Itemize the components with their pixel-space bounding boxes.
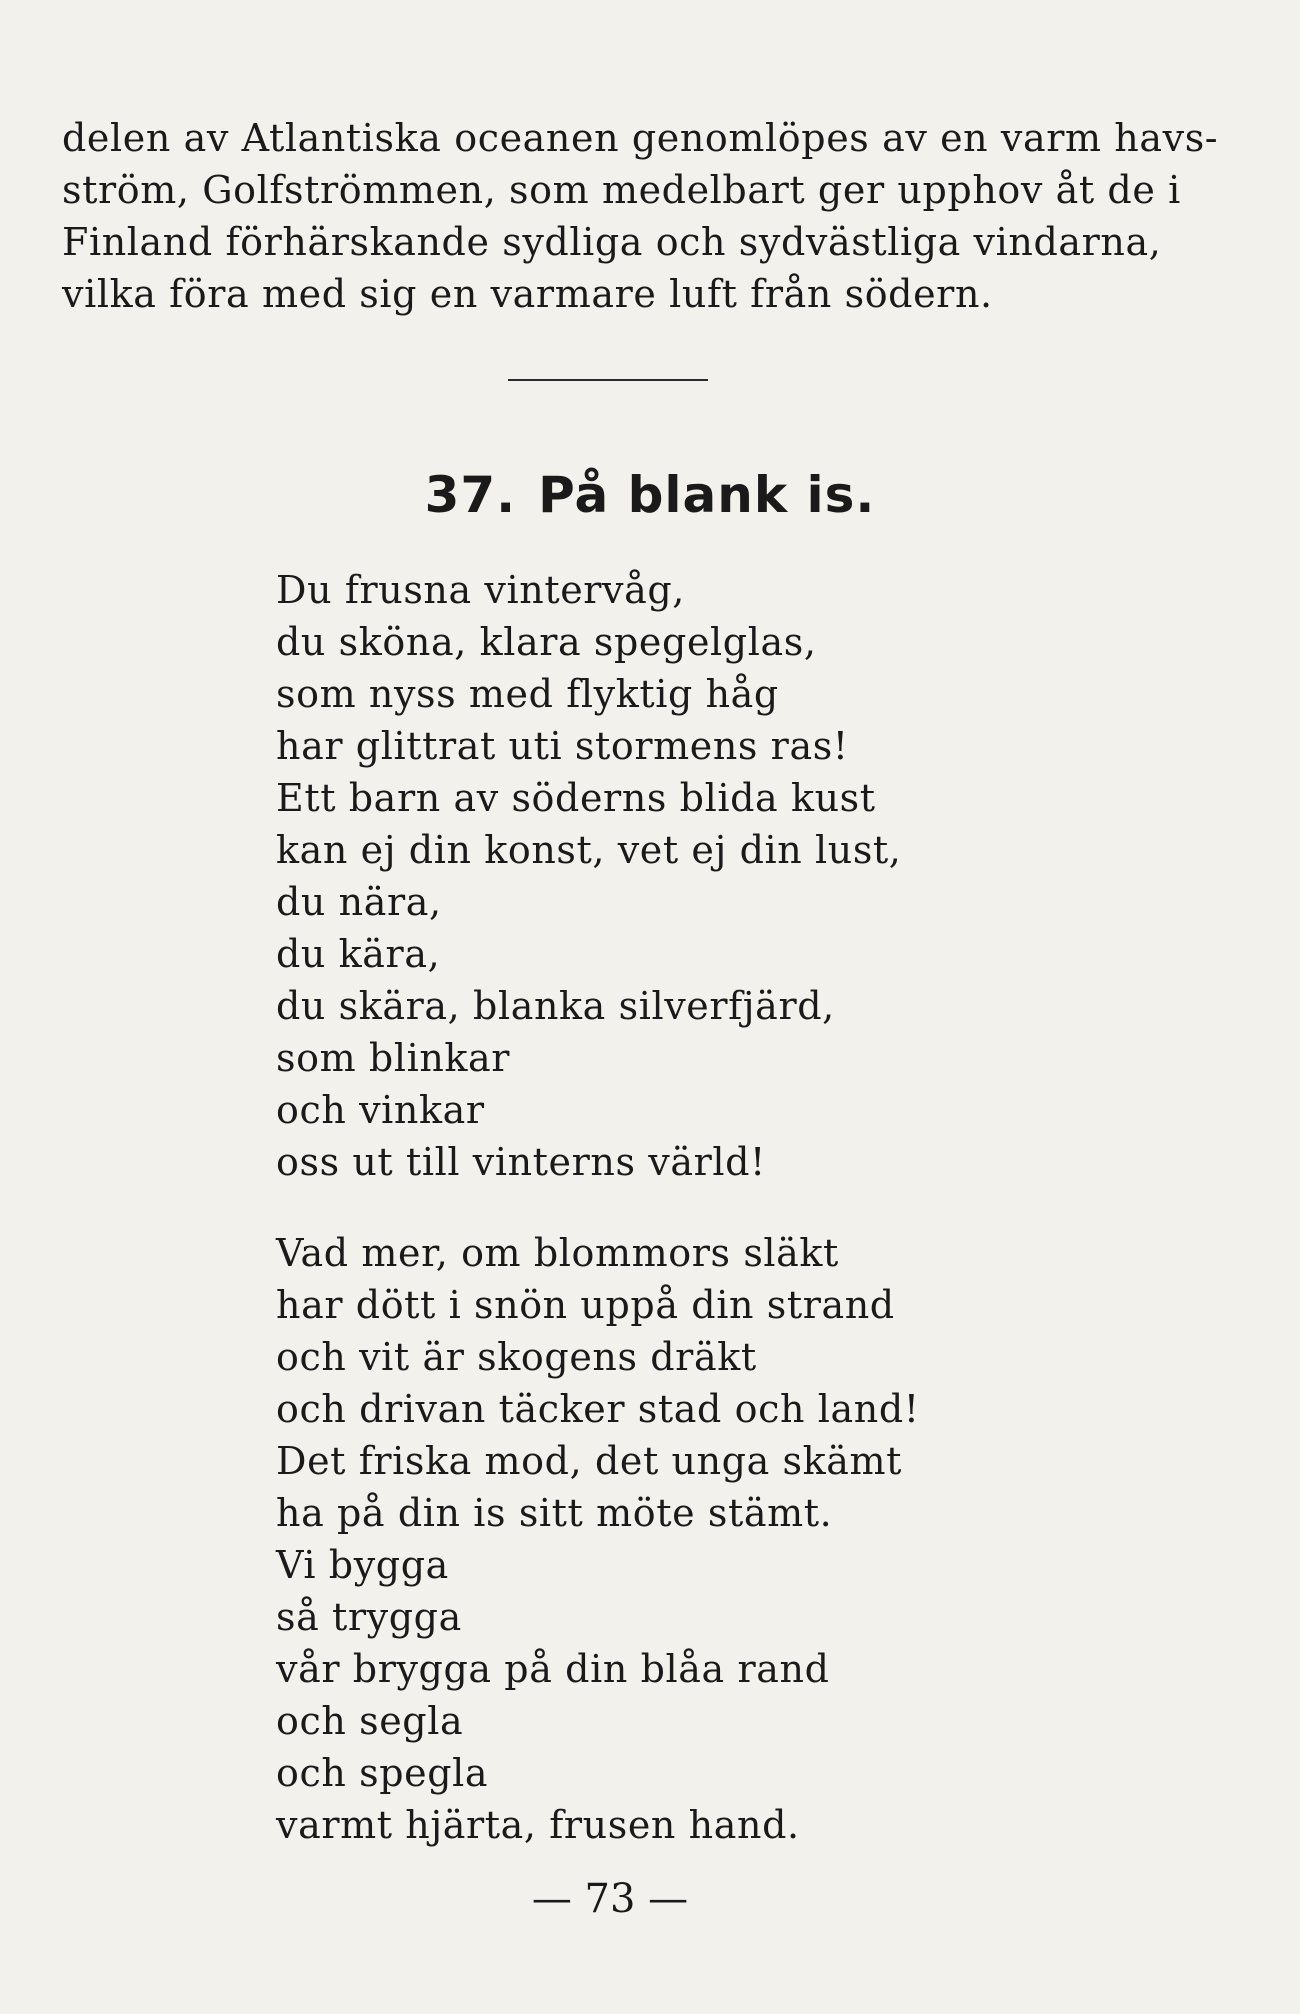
poem-line: och vit är skogens dräkt [276, 1335, 757, 1379]
poem-line: du nära, [276, 880, 442, 924]
poem-line: har dött i snön uppå din strand [276, 1283, 895, 1327]
prose-line: Finland förhärskande sydliga och sydvästliga vindarna, [62, 220, 1162, 264]
section-divider [508, 379, 708, 381]
poem-line: som nyss med flyktig håg [276, 672, 779, 716]
prose-line: delen av Atlantiska oceanen genomlöpes av en varm havs- [62, 116, 1219, 160]
section-title: På blank is. [538, 466, 876, 524]
poem-line: Ett barn av söderns blida kust [276, 776, 876, 820]
poem-line: som blinkar [276, 1036, 511, 1080]
poem-line: har glittrat uti stormens ras! [276, 724, 849, 768]
poem-line: du kära, [276, 932, 441, 976]
prose-line: vilka föra med sig en varmare luft från södern. [62, 272, 993, 316]
poem-line: oss ut till vinterns värld! [276, 1140, 766, 1184]
poem-line: så trygga [276, 1595, 462, 1639]
poem-line: Du frusna vintervåg, [276, 568, 685, 612]
poem-stanza-2 [276, 1227, 1176, 1851]
poem-line: ha på din is sitt möte stämt. [276, 1491, 833, 1535]
poem-line: och drivan täcker stad och land! [276, 1387, 920, 1431]
poem-line: Vad mer, om blommors släkt [276, 1231, 839, 1275]
poem-line: Vi bygga [276, 1543, 449, 1587]
page-number: — 73 — [531, 1876, 689, 1922]
poem-line: varmt hjärta, frusen hand. [276, 1803, 800, 1847]
poem-line: vår brygga på din blåa rand [276, 1647, 830, 1691]
poem-line: och spegla [276, 1751, 489, 1795]
poem-line: du sköna, klara spegelglas, [276, 620, 817, 664]
poem-stanza-1 [276, 564, 1176, 1188]
section-heading [0, 460, 1300, 530]
poem-line: kan ej din konst, vet ej din lust, [276, 828, 902, 872]
section-number: 37. [424, 466, 517, 524]
prose-paragraph [62, 112, 1219, 320]
poem-line: Det friska mod, det unga skämt [276, 1439, 902, 1483]
poem-line: och segla [276, 1699, 464, 1743]
prose-line: ström, Golfströmmen, som medelbart ger upphov åt de i [62, 168, 1181, 212]
poem-line: du skära, blanka silverfjärd, [276, 984, 835, 1028]
poem-line: och vinkar [276, 1088, 485, 1132]
